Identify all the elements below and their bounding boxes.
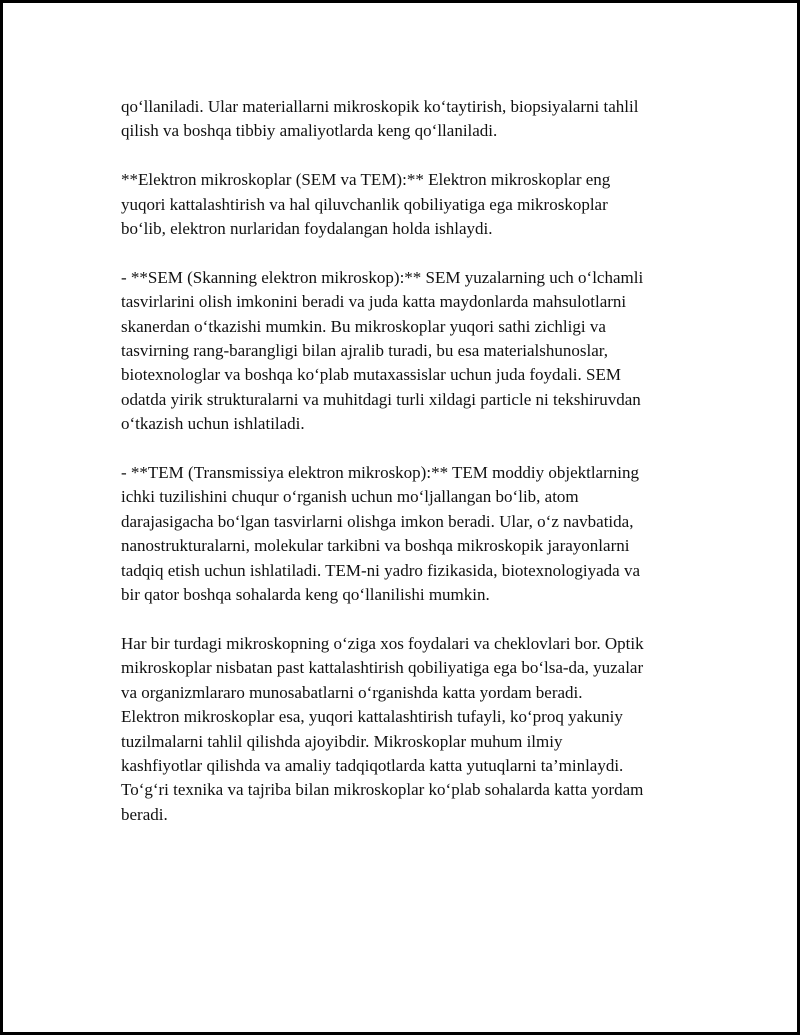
- text-line: darajasigacha bo‘lgan tasvirlarni olishga imkon beradi. Ular, o‘z navbatida,: [121, 511, 634, 531]
- text-line: **Elektron mikroskoplar (SEM va TEM):** Elektron mikroskoplar eng: [121, 170, 611, 190]
- text-line: nanostrukturalarni, molekular tarkibni va boshqa mikroskopik jarayonlarni: [121, 536, 630, 556]
- text-line: To‘g‘ri texnika va tajriba bilan mikroskoplar ko‘plab sohalarda katta yordam: [121, 780, 644, 800]
- text-line: Elektron mikroskoplar esa, yuqori kattalashtirish tufayli, ko‘proq yakuniy: [121, 707, 623, 727]
- paragraph-sem: [121, 266, 701, 437]
- paragraph-gap: [121, 607, 701, 631]
- text-line: - **TEM (Transmissiya elektron mikroskop):** TEM moddiy objektlarning: [121, 463, 639, 483]
- text-line: o‘tkazish uchun ishlatiladi.: [121, 414, 305, 434]
- paragraph-tem: [121, 461, 701, 607]
- text-line: bo‘lib, elektron nurlaridan foydalangan holda ishlaydi.: [121, 219, 493, 239]
- text-line: Har bir turdagi mikroskopning o‘ziga xos foydalari va cheklovlari bor. Optik: [121, 633, 644, 653]
- text-line: odatda yirik strukturalarni va muhitdagi turli xildagi particle ni tekshiruvdan: [121, 389, 641, 409]
- text-line: mikroskoplar nisbatan past kattalashtirish qobiliyatiga ega bo‘lsa-da, yuzalar: [121, 658, 644, 678]
- paragraph-gap: [121, 144, 701, 168]
- text-line: qo‘llaniladi. Ular materiallarni mikroskopik ko‘taytirish, biopsiyalarni tahlil: [121, 97, 639, 116]
- paragraph-gap: [121, 437, 701, 461]
- paragraph-gap: [121, 241, 701, 265]
- text-line: yuqori kattalashtirish va hal qiluvchanlik qobiliyatiga ega mikroskoplar: [121, 194, 608, 214]
- text-line: - **SEM (Skanning elektron mikroskop):** SEM yuzalarning uch o‘lchamli: [121, 267, 644, 287]
- text-line: kashfiyotlar qilishda va amaliy tadqiqotlarda katta yutuqlarni ta’minlaydi.: [121, 755, 624, 775]
- paragraph-optical-usage: [121, 95, 701, 144]
- text-line: skanerdan o‘tkazishi mumkin. Bu mikroskoplar yuqori sathi zichligi va: [121, 316, 606, 336]
- text-line: bir qator boshqa sohalarda keng qo‘llanilishi mumkin.: [121, 585, 490, 605]
- text-line: ichki tuzilishini chuqur o‘rganish uchun mo‘ljallangan bo‘lib, atom: [121, 487, 579, 507]
- text-line: tasvirlarini olish imkonini beradi va juda katta maydonlarda mahsulotlarni: [121, 292, 627, 312]
- text-line: tuzilmalarni tahlil qilishda ajoyibdir. Mikroskoplar muhum ilmiy: [121, 731, 563, 751]
- text-line: va organizmlararo munosabatlarni o‘rganishda katta yordam beradi.: [121, 682, 583, 702]
- text-line: beradi.: [121, 804, 168, 824]
- text-line: tadqiq etish uchun ishlatiladi. TEM-ni yadro fizikasida, biotexnologiyada va: [121, 560, 641, 580]
- document-body: [121, 95, 701, 827]
- text-line: qilish va boshqa tibbiy amaliyotlarda keng qo‘llaniladi.: [121, 121, 498, 141]
- text-line: biotexnologlar va boshqa ko‘plab mutaxassislar uchun juda foydali. SEM: [121, 365, 621, 385]
- paragraph-electron-microscopes: [121, 168, 701, 241]
- text-line: tasvirning rang-barangligi bilan ajralib turadi, bu esa materialshunoslar,: [121, 341, 608, 361]
- paragraph-conclusion: [121, 632, 701, 827]
